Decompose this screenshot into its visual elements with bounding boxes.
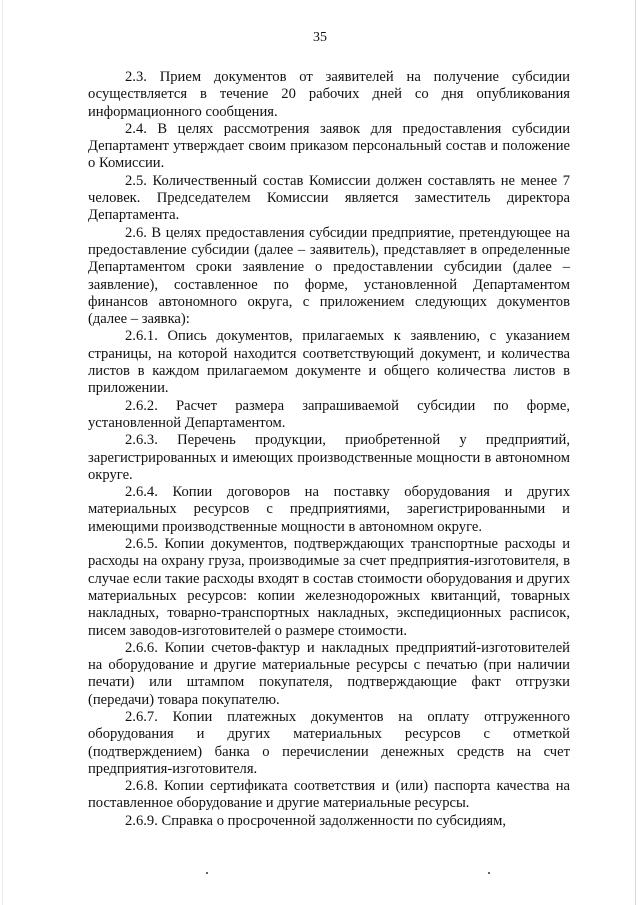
paragraph-2-6-8: 2.6.8. Копии сертификата соответствия и (или) паспорта качества на поставленное оборудование и другие материальные ресурсы.	[88, 778, 570, 812]
paragraph-2-4: 2.4. В целях рассмотрения заявок для предоставления субсидии Департамент утверждает своим приказом персональный состав и положение о Комиссии.	[88, 120, 570, 172]
paragraph-2-3: 2.3. Прием документов от заявителей на получение субсидии осуществляется в течение 20 рабочих дней со дня опубликования информационного сообщения.	[88, 69, 570, 120]
scan-edge-right	[635, 0, 636, 905]
paragraph-2-6-3: 2.6.3. Перечень продукции, приобретенной у предприятий, зарегистрированных и имеющих производственные мощности в автономном округе.	[88, 432, 570, 483]
paragraph-2-6-6: 2.6.6. Копии счетов-фактур и накладных предприятий-изготовителей на оборудование и другие материальные ресурсы с печатью (при наличии печати) или штампом покупателя, подтверждающие факт отгрузки (передачи) товара покупателю.	[88, 639, 570, 708]
scan-edge-left	[2, 0, 3, 905]
scan-speck	[206, 872, 208, 874]
paragraph-2-6: 2.6. В целях предоставления субсидии предприятие, претендующее на предоставление субсидии (далее – заявитель), представляет в определенные Департаментом сроки заявление о предоставлении субсидии (далее – заявление), составленное по форме, установленной Департаментом финансов автономного округа, с приложением следующих документов (далее – заявка):	[88, 224, 570, 328]
paragraph-2-6-7: 2.6.7. Копии платежных документов на оплату отгруженного оборудования и других материальных ресурсов с отметкой (подтверждением) банка о перечислении денежных средств на счет предприятия-изготовителя.	[88, 708, 570, 777]
paragraph-2-6-9: 2.6.9. Справка о просроченной задолженности по субсидиям,	[125, 812, 506, 829]
paragraph-2-6-4: 2.6.4. Копии договоров на поставку оборудования и других материальных ресурсов с предприятиями, зарегистрированными и имеющими производственные мощности в автономном округе.	[88, 484, 570, 535]
paragraph-2-6-1: 2.6.1. Опись документов, прилагаемых к заявлению, с указанием страницы, на которой находится соответствующий документ, и количества листов в каждом прилагаемом документе и общего количества листов в приложении.	[88, 328, 570, 397]
paragraph-2-6-2: 2.6.2. Расчет размера запрашиваемой субсидии по форме, установленной Департаментом.	[88, 397, 570, 431]
document-body	[88, 69, 570, 830]
paragraph-2-6-5: 2.6.5. Копии документов, подтверждающих транспортные расходы и расходы на охрану груза, производимые за счет предприятия-изготовителя, в случае если такие расходы входят в состав стоимости оборудования и других материальных ресурсов: копии железнодорожных квитанций, товарных накладных, товарно-транспортных накладных, экспедиционных расписок, писем заводов-изготовителей о размере стоимости.	[88, 536, 570, 639]
paragraph-2-5: 2.5. Количественный состав Комиссии должен составлять не менее 7 человек. Председателем Комиссии является заместитель директора Департамента.	[88, 172, 570, 224]
scan-speck	[488, 872, 490, 874]
page-number: 35	[313, 30, 327, 45]
